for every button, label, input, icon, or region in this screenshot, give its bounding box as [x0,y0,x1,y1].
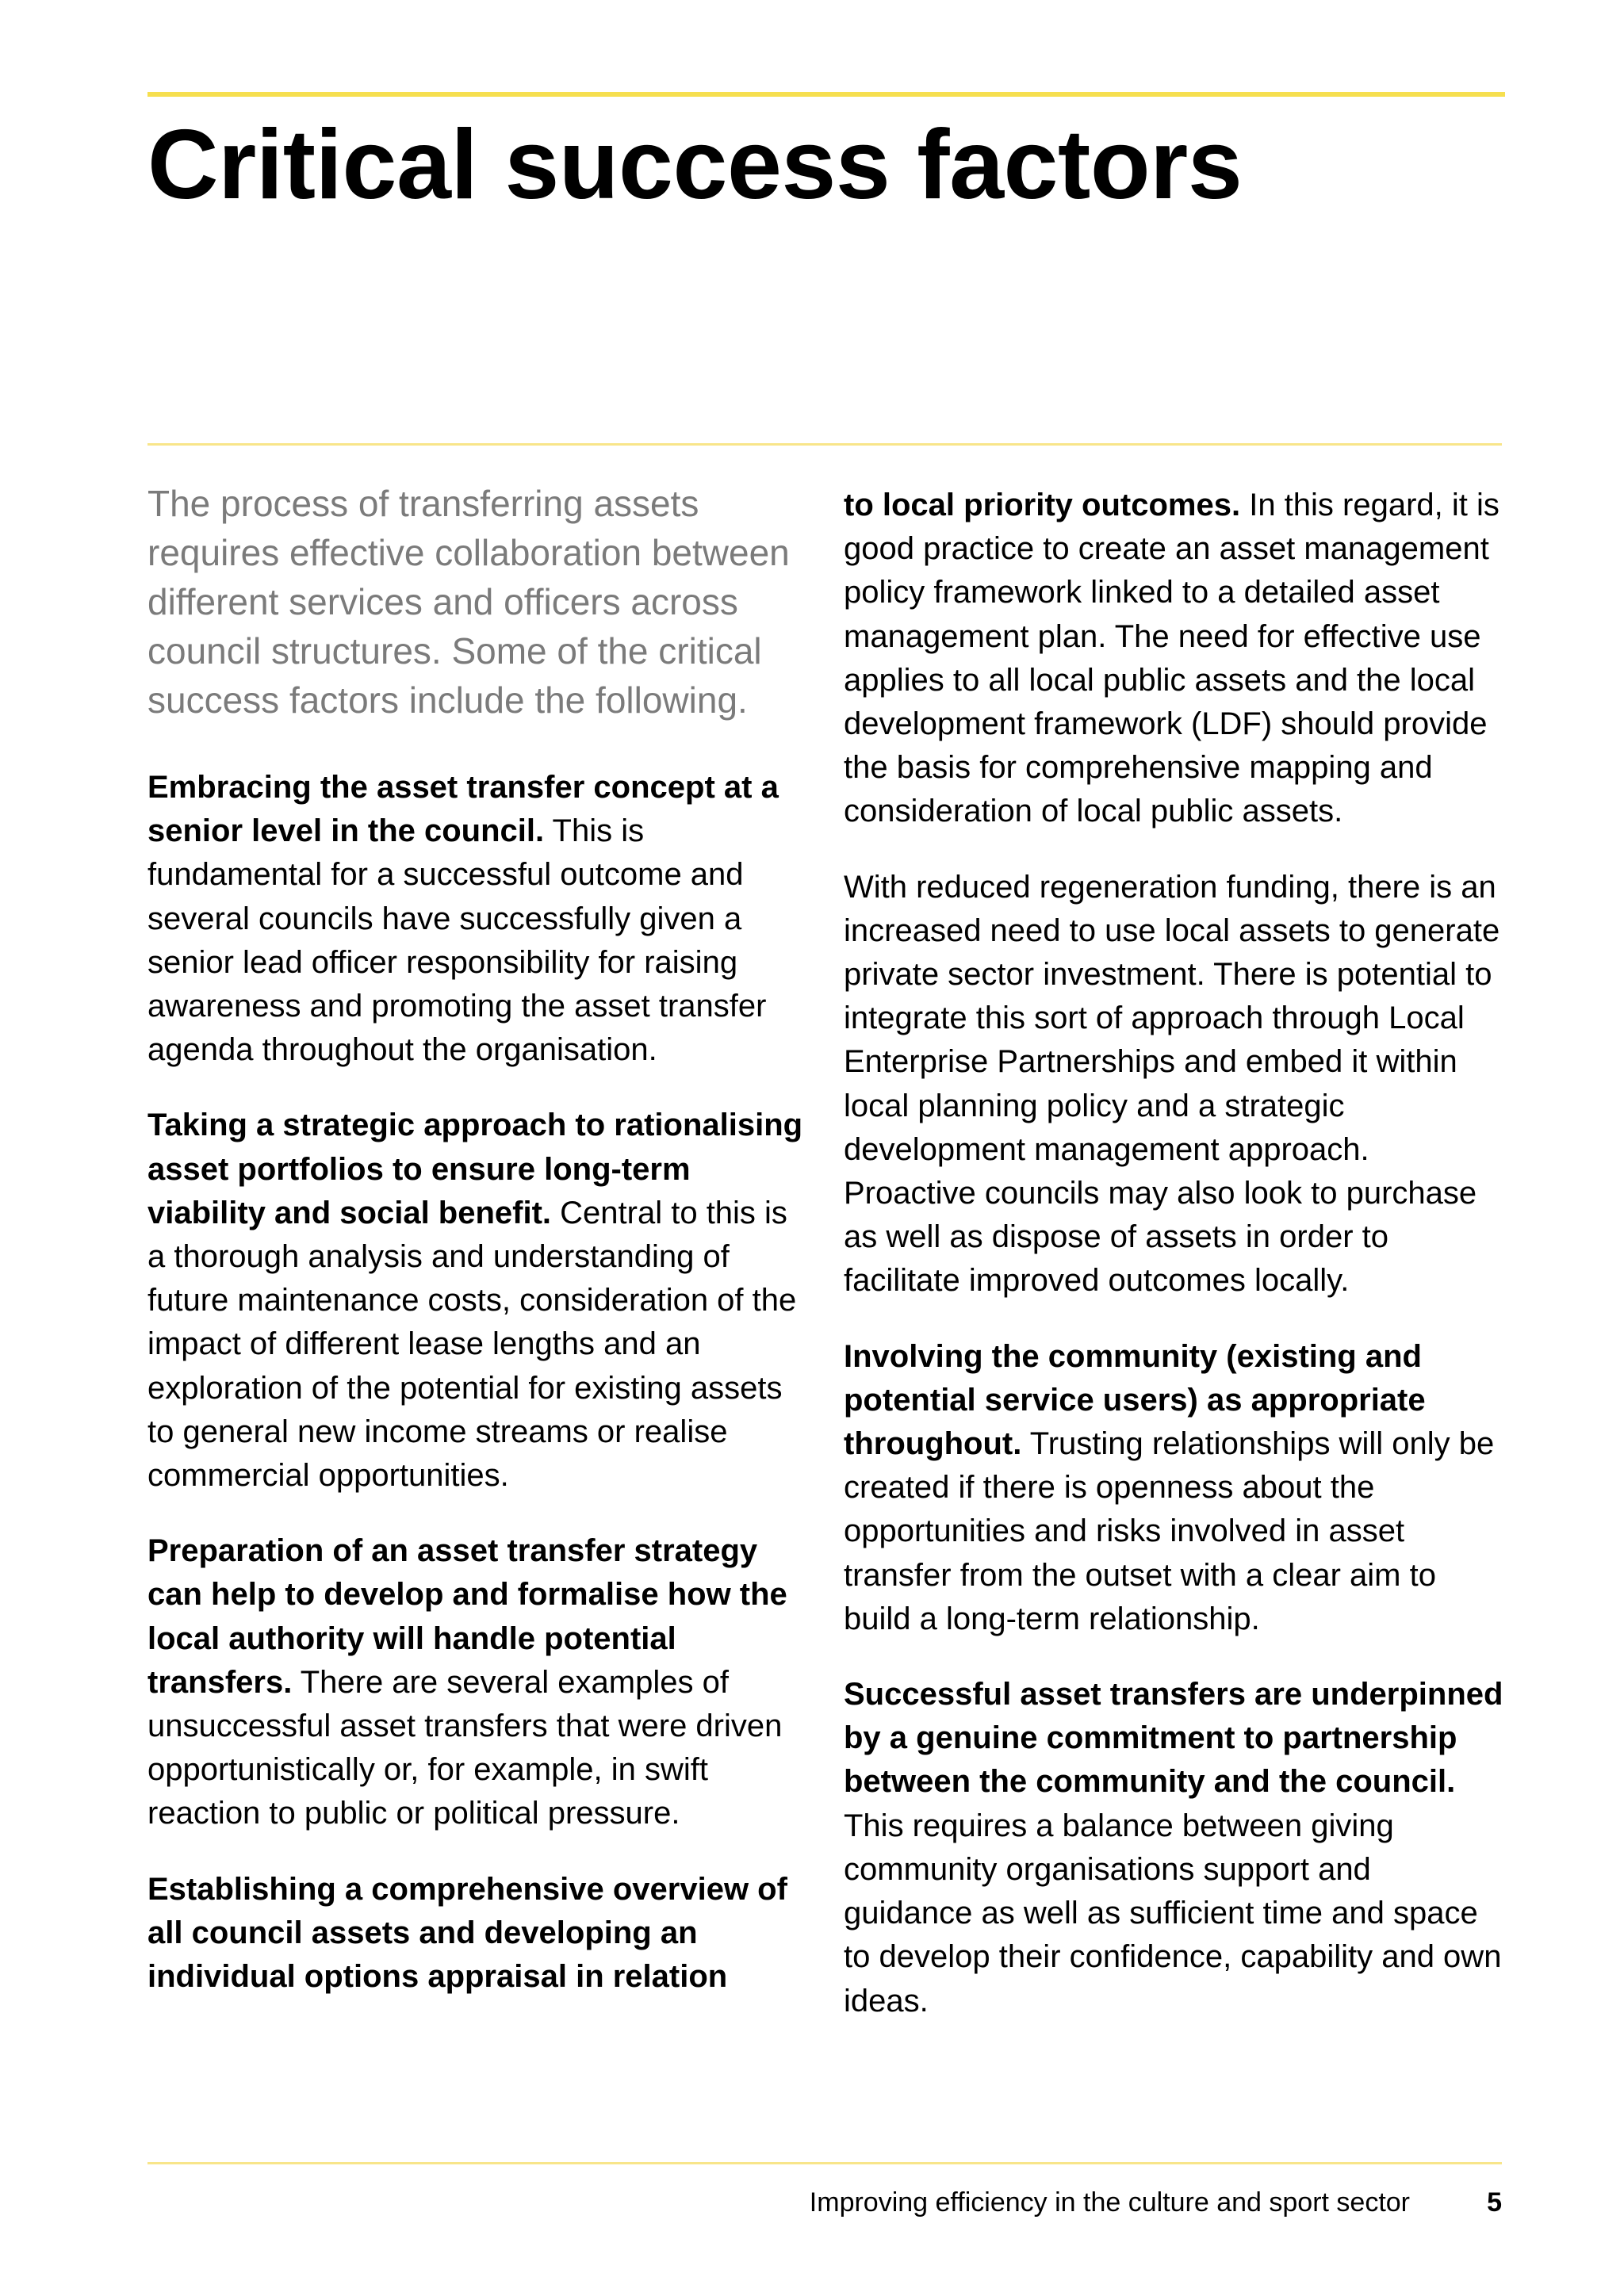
right-column [844,484,1506,2055]
paragraph-transfer-strategy [147,1529,806,1835]
paragraph-heading: Involving the community (existing and potential service users) as appropriate throughout. [844,1338,1426,1462]
footer-publication-title: Improving efficiency in the culture and sport sector [809,2187,1410,2218]
paragraph-heading: to local priority outcomes. [844,488,1241,522]
paragraph-regeneration-funding [844,866,1506,1303]
page-number: 5 [1487,2187,1502,2218]
paragraph-senior-level [147,766,806,1072]
paragraph-heading: Embracing the asset transfer concept at a senior level in the council. [147,770,779,849]
paragraph-heading: Taking a strategic approach to rationalising asset portfolios to ensure long-term viability and social benefit. [147,1108,803,1230]
paragraph-partnership-commitment [844,1673,1506,2023]
left-column [147,479,806,2030]
paragraph-asset-overview [147,1868,806,1999]
top-accent-rule [147,92,1505,97]
paragraph-text: This requires a balance between giving community organisations support and guidance as well as sufficient time and space to develop their confidence, capability and own ideas. [844,1808,1502,2019]
page-title: Critical success factors [147,110,1243,220]
paragraph-heading: Successful asset transfers are underpinned by a genuine commitment to partnership between the community and the council. [844,1677,1503,1800]
footer-rule [147,2162,1502,2164]
paragraph-text: Trusting relationships will only be created if there is openness about the opportunities and risks involved in asset transfer from the outset with a clear aim to build a long-term relationship. [844,1426,1495,1636]
paragraph-heading: Preparation of an asset transfer strategy can help to develop and formalise how the local authority will handle potential transfers. [147,1533,787,1700]
paragraph-text: In this regard, it is good practice to create an asset management policy framework linked to a detailed asset management plan. The need for effective use applies to all local public assets and the local development framework (LDF) should provide the basis for comprehensive mapping and consideration of local public assets. [844,488,1500,829]
section-divider [147,443,1502,446]
paragraph-text: Central to this is a thorough analysis and understanding of future maintenance costs, consideration of the impact of different lease lengths and an exploration of the potential for existing assets to general new income streams or realise commercial opportunities. [147,1195,797,1494]
intro-paragraph: The process of transferring assets requires effective collaboration between different services and officers across council structures. Some of the critical success factors include the following. [147,483,790,721]
paragraph-text: With reduced regeneration funding, there is an increased need to use local assets to generate private sector investment. There is potential to integrate this sort of approach through Local Enterprise Partnerships and embed it within local planning policy and a strategic development management approach. Proactive councils may also look to purchase as well as dispose of assets in order to facilitate improved outcomes locally. [844,869,1500,1299]
paragraph-involving-community [844,1335,1506,1641]
paragraph-strategic-approach [147,1104,806,1498]
paragraph-text: This is fundamental for a successful outcome and several councils have successfully given a senior lead officer responsibility for raising awareness and promoting the asset transfer agenda throughout the organisation. [147,813,767,1068]
paragraph-heading: Establishing a comprehensive overview of all council assets and developing an individual options appraisal in relation [147,1871,787,1995]
paragraph-text: There are several examples of unsuccessful asset transfers that were driven opportunistically or, for example, in swift reaction to public or political pressure. [147,1664,783,1831]
paragraph-local-priority [844,484,1506,834]
